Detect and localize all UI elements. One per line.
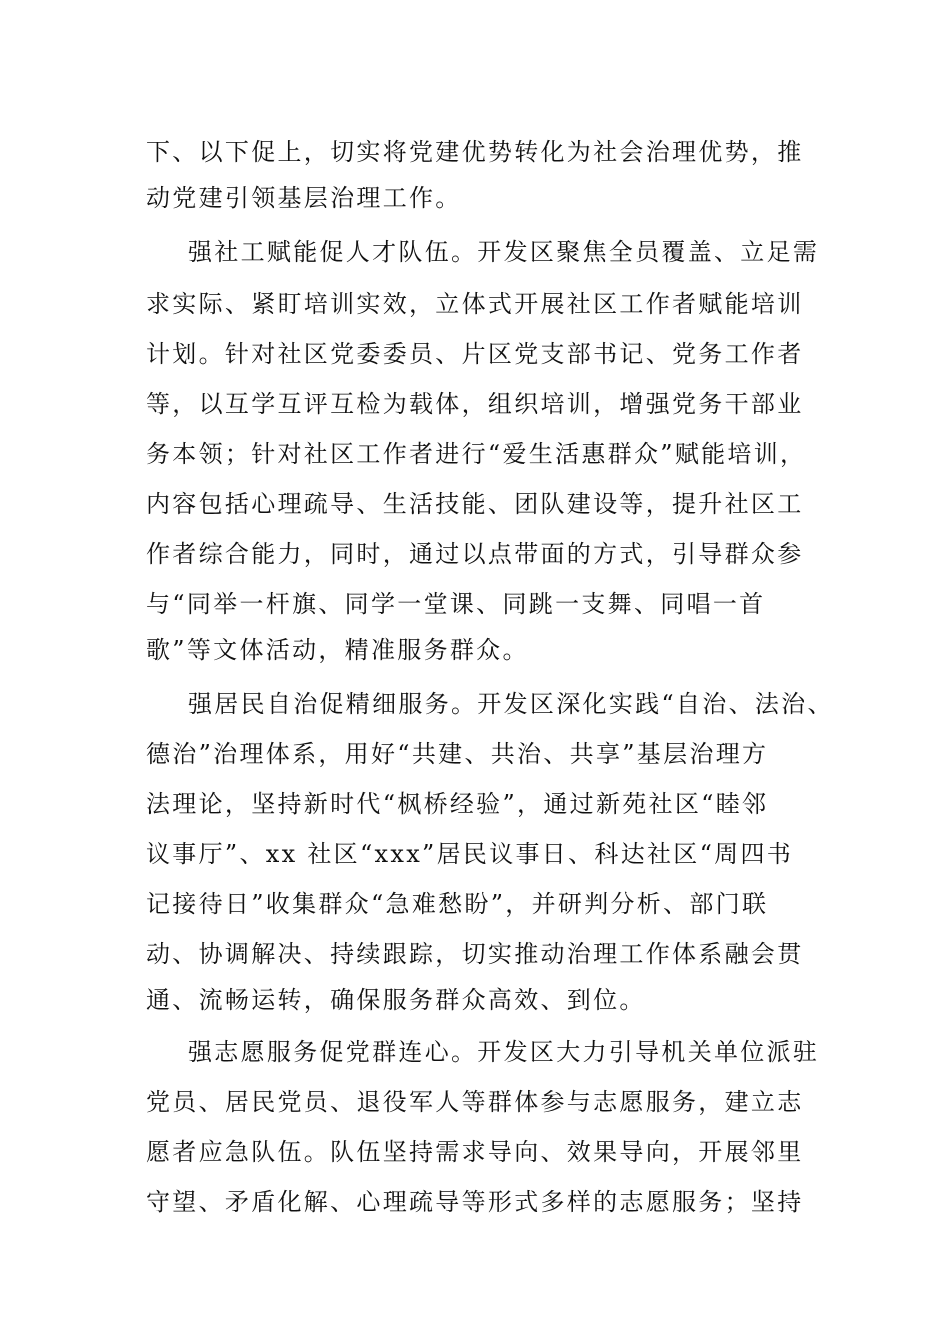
text-line-4: 求实际、紧盯培训实效，立体式开展社区工作者赋能培训 (146, 290, 804, 318)
text-line-2: 动党建引领基层治理工作。 (146, 184, 462, 212)
paragraph-start-line: 强居民自治促精细服务。开发区深化实践“自治、法治、 (188, 690, 834, 718)
text-line-1: 下、以下促上，切实将党建优势转化为社会治理优势，推 (146, 138, 804, 166)
text-line-18: 通、流畅运转，确保服务群众高效、到位。 (146, 986, 646, 1014)
text-line-9: 作者综合能力，同时，通过以点带面的方式，引导群众参 (146, 540, 804, 568)
paragraph-start-line: 强社工赋能促人才队伍。开发区聚焦全员覆盖、立足需 (188, 238, 820, 266)
text-line-5: 计划。针对社区党委委员、片区党支部书记、党务工作者 (146, 340, 804, 368)
text-line-16: 记接待日”收集群众“急难愁盼”，并研判分析、部门联 (146, 890, 769, 918)
text-line-10: 与“同举一杆旗、同学一堂课、同跳一支舞、同唱一首 (146, 590, 766, 618)
text-line-8: 内容包括心理疏导、生活技能、团队建设等，提升社区工 (146, 490, 804, 518)
text-line-20: 党员、居民党员、退役军人等群体参与志愿服务，建立志 (146, 1088, 804, 1116)
text-line-15: 议事厅”、xx 社区“xxx”居民议事日、科达社区“周四书 (146, 840, 794, 868)
text-line-22: 守望、矛盾化解、心理疏导等形式多样的志愿服务；坚持 (146, 1188, 804, 1216)
text-line-6: 等，以互学互评互检为载体，组织培训，增强党务干部业 (146, 390, 804, 418)
text-line-17: 动、协调解决、持续跟踪，切实推动治理工作体系融会贯 (146, 940, 804, 968)
text-line-11: 歌”等文体活动，精准服务群众。 (146, 636, 529, 664)
text-line-13: 德治”治理体系，用好“共建、共治、共享”基层治理方 (146, 740, 769, 768)
text-line-14: 法理论，坚持新时代“枫桥经验”，通过新苑社区“睦邻 (146, 790, 769, 818)
text-line-21: 愿者应急队伍。队伍坚持需求导向、效果导向，开展邻里 (146, 1138, 804, 1166)
paragraph-start-line: 强志愿服务促党群连心。开发区大力引导机关单位派驻 (188, 1038, 820, 1066)
text-line-7: 务本领；针对社区工作者进行“爱生活惠群众”赋能培训， (146, 440, 807, 468)
